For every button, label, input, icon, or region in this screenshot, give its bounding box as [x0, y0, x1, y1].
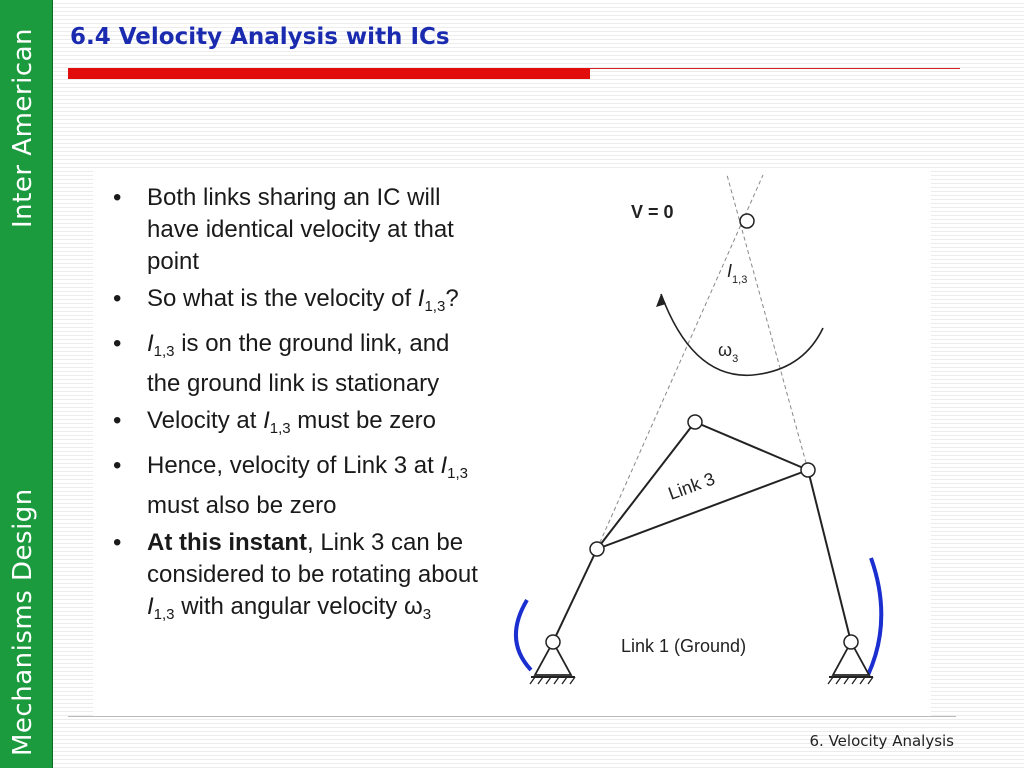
bullet-5-end: must also be zero [147, 492, 337, 519]
title-rule [590, 68, 960, 69]
ic-symbol: I [440, 452, 448, 479]
bullet-6-bold: At this instant [147, 529, 307, 556]
ic-subscript: 1,3 [424, 298, 446, 315]
ic-symbol: I [417, 285, 425, 312]
bullet-2-end: ? [445, 285, 459, 312]
bullet-2-text: So what is the velocity of [147, 285, 418, 312]
bullet-5-text: Hence, velocity of Link 3 at [147, 452, 441, 479]
slide-title: 6.4 Velocity Analysis with ICs [70, 24, 450, 50]
ic-subscript: 1,3 [153, 606, 175, 623]
crank-left [553, 549, 597, 642]
footer-rule [68, 716, 956, 717]
ic-symbol: I [147, 593, 154, 620]
bullet-5 [113, 450, 483, 522]
omega-arc [661, 294, 823, 375]
ground-support-right [828, 558, 881, 684]
joint-left-upper [590, 542, 604, 556]
bullet-6 [113, 527, 483, 631]
bullet-4-text: Velocity at [147, 407, 264, 434]
bullet-6-end: with angular velocity ω [174, 593, 423, 620]
ground-link-label: Link 1 (Ground) [621, 636, 747, 656]
construction-line-right [727, 175, 808, 470]
link-3-label: Link 3 [665, 468, 718, 504]
ic-symbol: I [147, 330, 154, 357]
joint-top [688, 415, 702, 429]
bullet-6-text: , Link 3 can be considered to be rotating about [147, 529, 478, 588]
bullet-3 [113, 328, 483, 400]
joint-right-upper [801, 463, 815, 477]
bullet-2 [113, 283, 483, 323]
link-3-right [695, 422, 808, 470]
ic-subscript: 1,3 [153, 343, 175, 360]
bullet-list [113, 182, 483, 636]
velocity-zero-label: V = 0 [631, 202, 674, 222]
footer-text: 6. Velocity Analysis [809, 732, 954, 750]
content-panel [93, 170, 931, 718]
ic-subscript: 1,3 [269, 420, 291, 437]
bullet-1-text: Both links sharing an IC will have identical velocity at that point [147, 184, 454, 275]
bullet-3-text: is on the ground link, and the ground link is stationary [147, 330, 450, 397]
omega-label: $\omega_3$ [718, 340, 739, 365]
sidebar [0, 0, 53, 768]
ic-label: $I_{1,3}$ [727, 261, 748, 286]
omega-subscript: 3 [422, 606, 432, 623]
title-underline [68, 68, 590, 79]
rocker-right [808, 470, 851, 642]
ic-symbol: I [263, 407, 270, 434]
bullet-4-end: must be zero [290, 407, 436, 434]
ic-joint [740, 214, 754, 228]
linkage-diagram [493, 170, 931, 718]
bullet-4 [113, 405, 483, 445]
omega-arrow-head [656, 294, 666, 307]
bullet-1 [113, 182, 483, 278]
sidebar-top-text: Inter American [8, 27, 38, 228]
sidebar-bottom-text: Mechanisms Design [8, 488, 38, 756]
ic-subscript: 1,3 [447, 465, 469, 482]
